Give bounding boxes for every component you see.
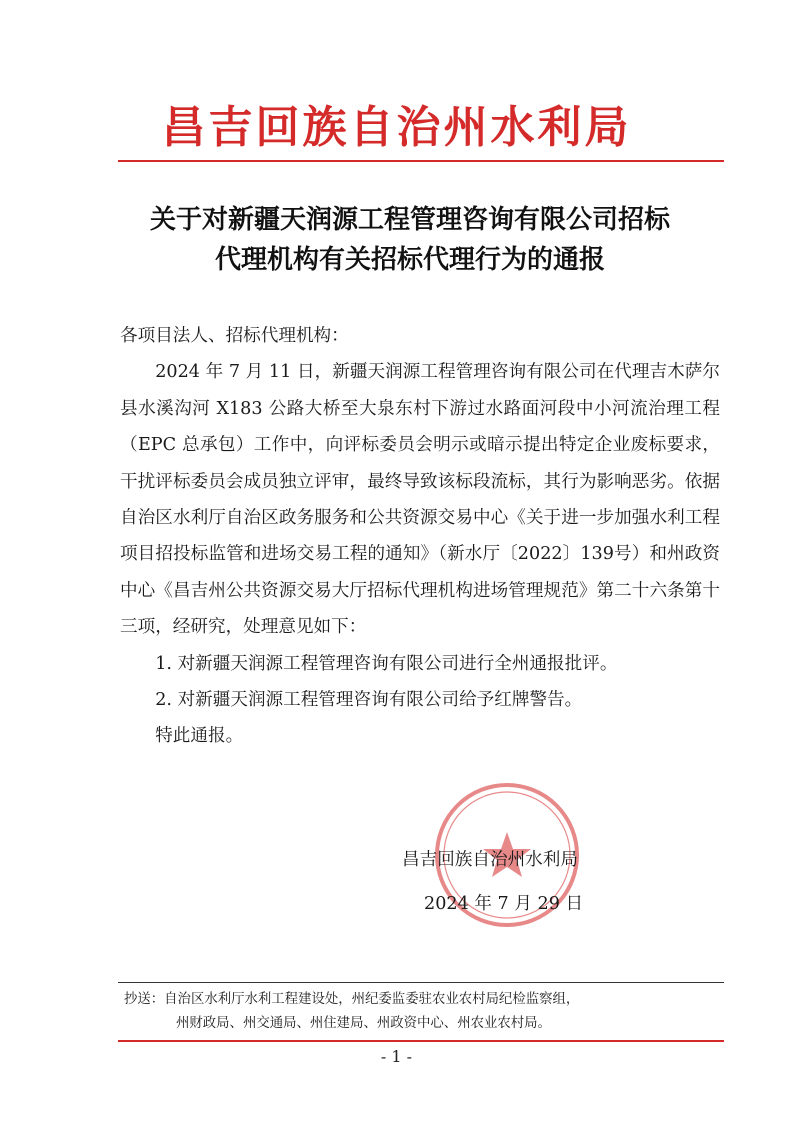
decision-item-1: 1. 对新疆天润源工程管理咨询有限公司进行全州通报批评。 [155, 653, 618, 674]
cc-line-2: 州财政局、州交通局、州住建局、州政资中心、州农业农村局。 [176, 1016, 551, 1031]
cc-rule-top [118, 982, 724, 983]
org-header: 昌吉回族自治州水利局 [161, 102, 632, 153]
main-paragraph: 2024 年 7 月 11 日，新疆天润源工程管理咨询有限公司在代理吉木萨尔县水溪沟河 X183 公路大桥至大泉东村下游过水路面河段中小河流治理工程（EPC 总承包）工作中，向评标委员会明示或暗示提出特定企业废标要求，干扰评标委员会成员独立评审，最终导致该标段流标，其行为影响恶劣。依据自治区水利厅自治区政务服务和公共资源交易中心《关于进一步加强水利工程项目招投标监管和进场交易工程的通知》（新水厅〔2022〕139号）和州政资中心《昌吉州公共资源交易大厅招标代理机构进场管理规范》第二十六条第十三项，经研究，处理意见如下： [120, 362, 720, 638]
signature-org: 昌吉回族自治州水利局 [402, 850, 578, 870]
title-line-1: 关于对新疆天润源工程管理咨询有限公司招标 [149, 205, 670, 235]
signature-date: 2024 年 7 月 29 日 [424, 894, 584, 914]
decision-item-2: 2. 对新疆天润源工程管理咨询有限公司给予红牌警告。 [155, 690, 583, 711]
cc-line-1: 抄送：自治区水利厅水利工程建设处，州纪委监委驻农业农村局纪检监察组， [124, 992, 580, 1007]
red-rule-bottom [118, 1040, 724, 1042]
salutation: 各项目法人、招标代理机构： [120, 326, 349, 346]
document-title [110, 200, 710, 280]
closing-text: 特此通报。 [155, 726, 244, 747]
title-line-2: 代理机构有关招标代理行为的通报 [214, 245, 605, 275]
cc-block [124, 988, 724, 1036]
document-body [120, 318, 720, 755]
red-rule-top [118, 160, 724, 162]
page-number: - 1 - [380, 1047, 413, 1066]
